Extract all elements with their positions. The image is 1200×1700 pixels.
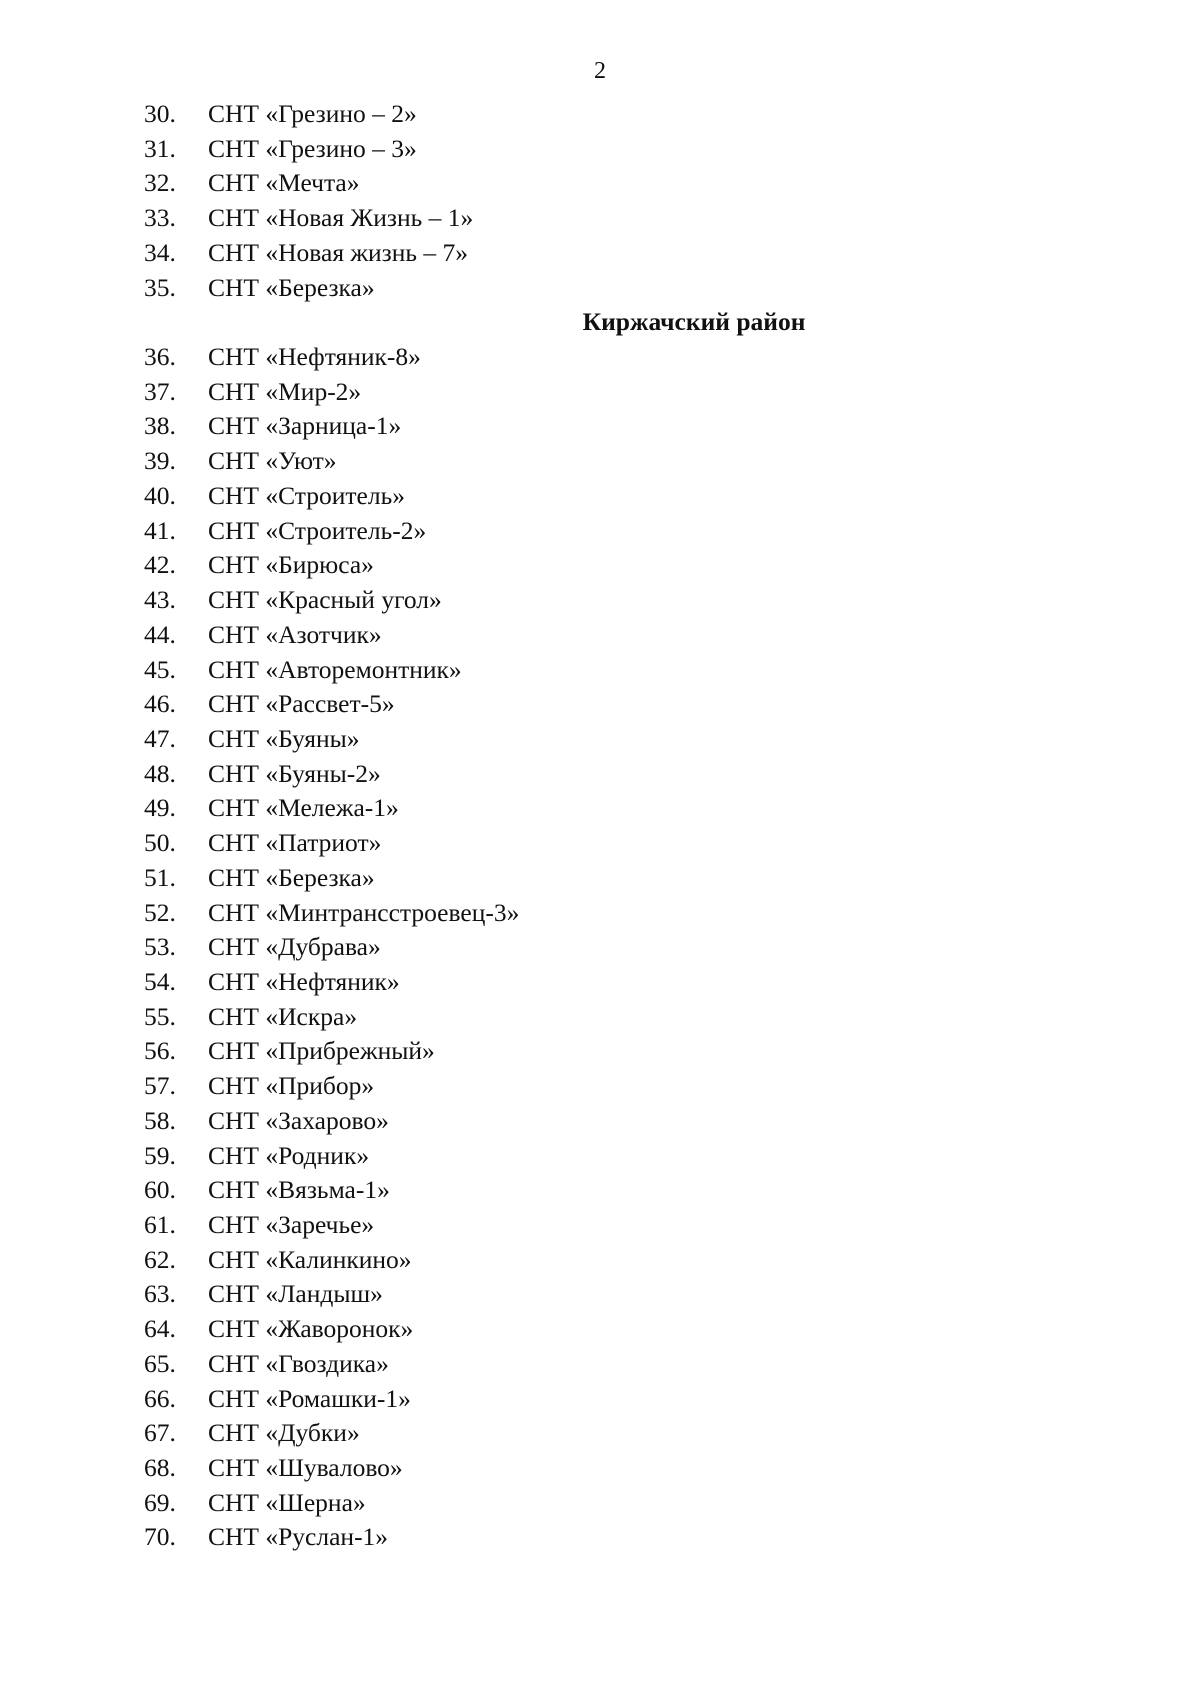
list-item <box>144 1347 1144 1382</box>
list-item-name: СНТ «Строитель» <box>208 480 405 510</box>
list-item-number: 70. <box>144 1522 176 1552</box>
list-item-number: 44. <box>144 619 176 649</box>
list-item-number: 61. <box>144 1210 176 1239</box>
list-item-name: СНТ «Новая Жизнь – 1» <box>208 203 474 233</box>
list-item-name: СНТ «Красный угол» <box>208 585 442 615</box>
list-item <box>144 1277 1144 1312</box>
list-item-number: 57. <box>144 1071 176 1101</box>
list-item-name: СНТ «Искра» <box>208 1001 358 1031</box>
list-item-number: 66. <box>144 1383 176 1413</box>
list-item-number: 64. <box>144 1314 176 1344</box>
section-heading: Киржачский район <box>582 307 806 337</box>
list-item-name: СНТ «Зарница-1» <box>208 411 402 441</box>
list-item-number: 48. <box>144 758 176 788</box>
list-item-name: СНТ «Минтрансстроевец-3» <box>208 897 520 927</box>
list-item <box>144 757 1144 792</box>
list-item-name: СНТ «Ромашки-1» <box>208 1383 411 1413</box>
list-item-number: 35. <box>144 272 176 302</box>
list-item <box>144 1139 1144 1174</box>
list-item-name: СНТ «Шерна» <box>208 1487 366 1517</box>
list-item-name: СНТ «Азотчик» <box>208 619 382 649</box>
list-item-name: СНТ «Родник» <box>208 1140 370 1170</box>
list-item-name: СНТ «Мележа-1» <box>208 793 399 823</box>
list-item <box>144 791 1144 826</box>
list-item-number: 31. <box>144 133 176 163</box>
list-item <box>144 1451 1144 1486</box>
list-item-number: 51. <box>144 862 176 892</box>
list-item <box>144 965 1144 1000</box>
list-item <box>144 271 1144 306</box>
list-item-number: 68. <box>144 1453 176 1483</box>
list-item <box>144 201 1144 236</box>
page-number: 2 <box>594 58 606 84</box>
list-item <box>144 1173 1144 1208</box>
list-item <box>144 896 1144 931</box>
list-item-name: СНТ «Дубки» <box>208 1418 360 1448</box>
list-item <box>144 687 1144 722</box>
list-item-number: 36. <box>144 342 176 372</box>
list-item <box>144 1382 1144 1417</box>
list-item-number: 62. <box>144 1244 176 1274</box>
list-item-number: 39. <box>144 446 176 476</box>
list-item <box>144 653 1144 688</box>
list-item <box>144 1034 1144 1069</box>
list-item-name: СНТ «Прибрежный» <box>208 1036 435 1066</box>
list-item-name: СНТ «Ландыш» <box>208 1279 383 1309</box>
list-item <box>144 1104 1144 1139</box>
list-item-number: 67. <box>144 1418 176 1448</box>
list-item-name: СНТ «Мир-2» <box>208 376 362 406</box>
list-item <box>144 514 1144 549</box>
list-item <box>144 97 1144 132</box>
list-item-name: СНТ «Бирюса» <box>208 550 374 580</box>
list-item-name: СНТ «Грезино – 2» <box>208 99 417 128</box>
list-item <box>144 166 1144 201</box>
list-item-name: СНТ «Мечта» <box>208 168 360 198</box>
list-item-number: 47. <box>144 723 176 753</box>
list-item-number: 53. <box>144 932 176 962</box>
list-item-number: 49. <box>144 793 176 823</box>
list-item-number: 63. <box>144 1279 176 1309</box>
list-item-name: СНТ «Уют» <box>208 446 337 476</box>
list-item-name: СНТ «Патриот» <box>208 828 382 858</box>
list-item-number: 52. <box>144 897 176 927</box>
list-item-number: 55. <box>144 1001 176 1031</box>
list-item-number: 69. <box>144 1487 176 1517</box>
list-item-number: 50. <box>144 828 176 858</box>
list-item-number: 42. <box>144 550 176 580</box>
list-item <box>144 1520 1144 1555</box>
list-item <box>144 618 1144 653</box>
list-item-name: СНТ «Руслан-1» <box>208 1522 389 1552</box>
list-item <box>144 583 1144 618</box>
list-item-number: 40. <box>144 480 176 510</box>
list-item <box>144 1208 1144 1243</box>
list-item-name: СНТ «Березка» <box>208 272 375 302</box>
list-item-number: 33. <box>144 203 176 233</box>
list-item <box>144 1000 1144 1035</box>
list-item-number: 60. <box>144 1175 176 1205</box>
list-item-number: 56. <box>144 1036 176 1066</box>
list-item <box>144 722 1144 757</box>
list-item <box>144 1069 1144 1104</box>
list-item <box>144 375 1144 410</box>
list-item-number: 37. <box>144 376 176 406</box>
list-item-name: СНТ «Новая жизнь – 7» <box>208 237 469 267</box>
list-item-number: 34. <box>144 237 176 267</box>
list-item-name: СНТ «Захарово» <box>208 1105 389 1135</box>
list-item-number: 46. <box>144 689 176 719</box>
list-item-name: СНТ «Гвоздика» <box>208 1348 389 1378</box>
list-item-name: СНТ «Прибор» <box>208 1071 375 1101</box>
list-item-number: 65. <box>144 1348 176 1378</box>
list-item <box>144 1312 1144 1347</box>
list-item <box>144 1486 1144 1521</box>
list-item-name: СНТ «Буяны-2» <box>208 758 381 788</box>
list-item-number: 58. <box>144 1105 176 1135</box>
list-item <box>144 826 1144 861</box>
list-item-number: 45. <box>144 654 176 684</box>
list-item-name: СНТ «Заречье» <box>208 1210 375 1239</box>
list-item-number: 30. <box>144 99 176 128</box>
list-item-name: СНТ «Рассвет-5» <box>208 689 395 719</box>
list-item <box>144 409 1144 444</box>
list-item-name: СНТ «Авторемонтник» <box>208 654 462 684</box>
list-item-name: СНТ «Березка» <box>208 862 375 892</box>
list-item-number: 41. <box>144 515 176 545</box>
list-item-number: 43. <box>144 585 176 615</box>
list-item-name: СНТ «Буяны» <box>208 723 360 753</box>
list-item-name: СНТ «Грезино – 3» <box>208 133 417 163</box>
list-item <box>144 930 1144 965</box>
list-item <box>144 479 1144 514</box>
list-item <box>144 132 1144 167</box>
list-item-name: СНТ «Шувалово» <box>208 1453 403 1483</box>
list-item <box>144 1243 1144 1278</box>
list-item <box>144 236 1144 271</box>
list-item-name: СНТ «Нефтяник» <box>208 966 400 996</box>
snt-list <box>144 97 1144 1555</box>
list-item-name: СНТ «Калинкино» <box>208 1244 412 1274</box>
list-item <box>144 861 1144 896</box>
list-item-number: 38. <box>144 411 176 441</box>
list-item-number: 59. <box>144 1140 176 1170</box>
list-item-number: 54. <box>144 966 176 996</box>
list-item <box>144 444 1144 479</box>
list-item-name: СНТ «Вязьма-1» <box>208 1175 390 1205</box>
list-item <box>144 548 1144 583</box>
list-item-name: СНТ «Нефтяник-8» <box>208 342 421 372</box>
list-item-number: 32. <box>144 168 176 198</box>
list-item <box>144 1416 1144 1451</box>
list-item-name: СНТ «Строитель-2» <box>208 515 427 545</box>
list-item-name: СНТ «Жаворонок» <box>208 1314 414 1344</box>
list-item <box>144 340 1144 375</box>
list-item-name: СНТ «Дубрава» <box>208 932 381 962</box>
